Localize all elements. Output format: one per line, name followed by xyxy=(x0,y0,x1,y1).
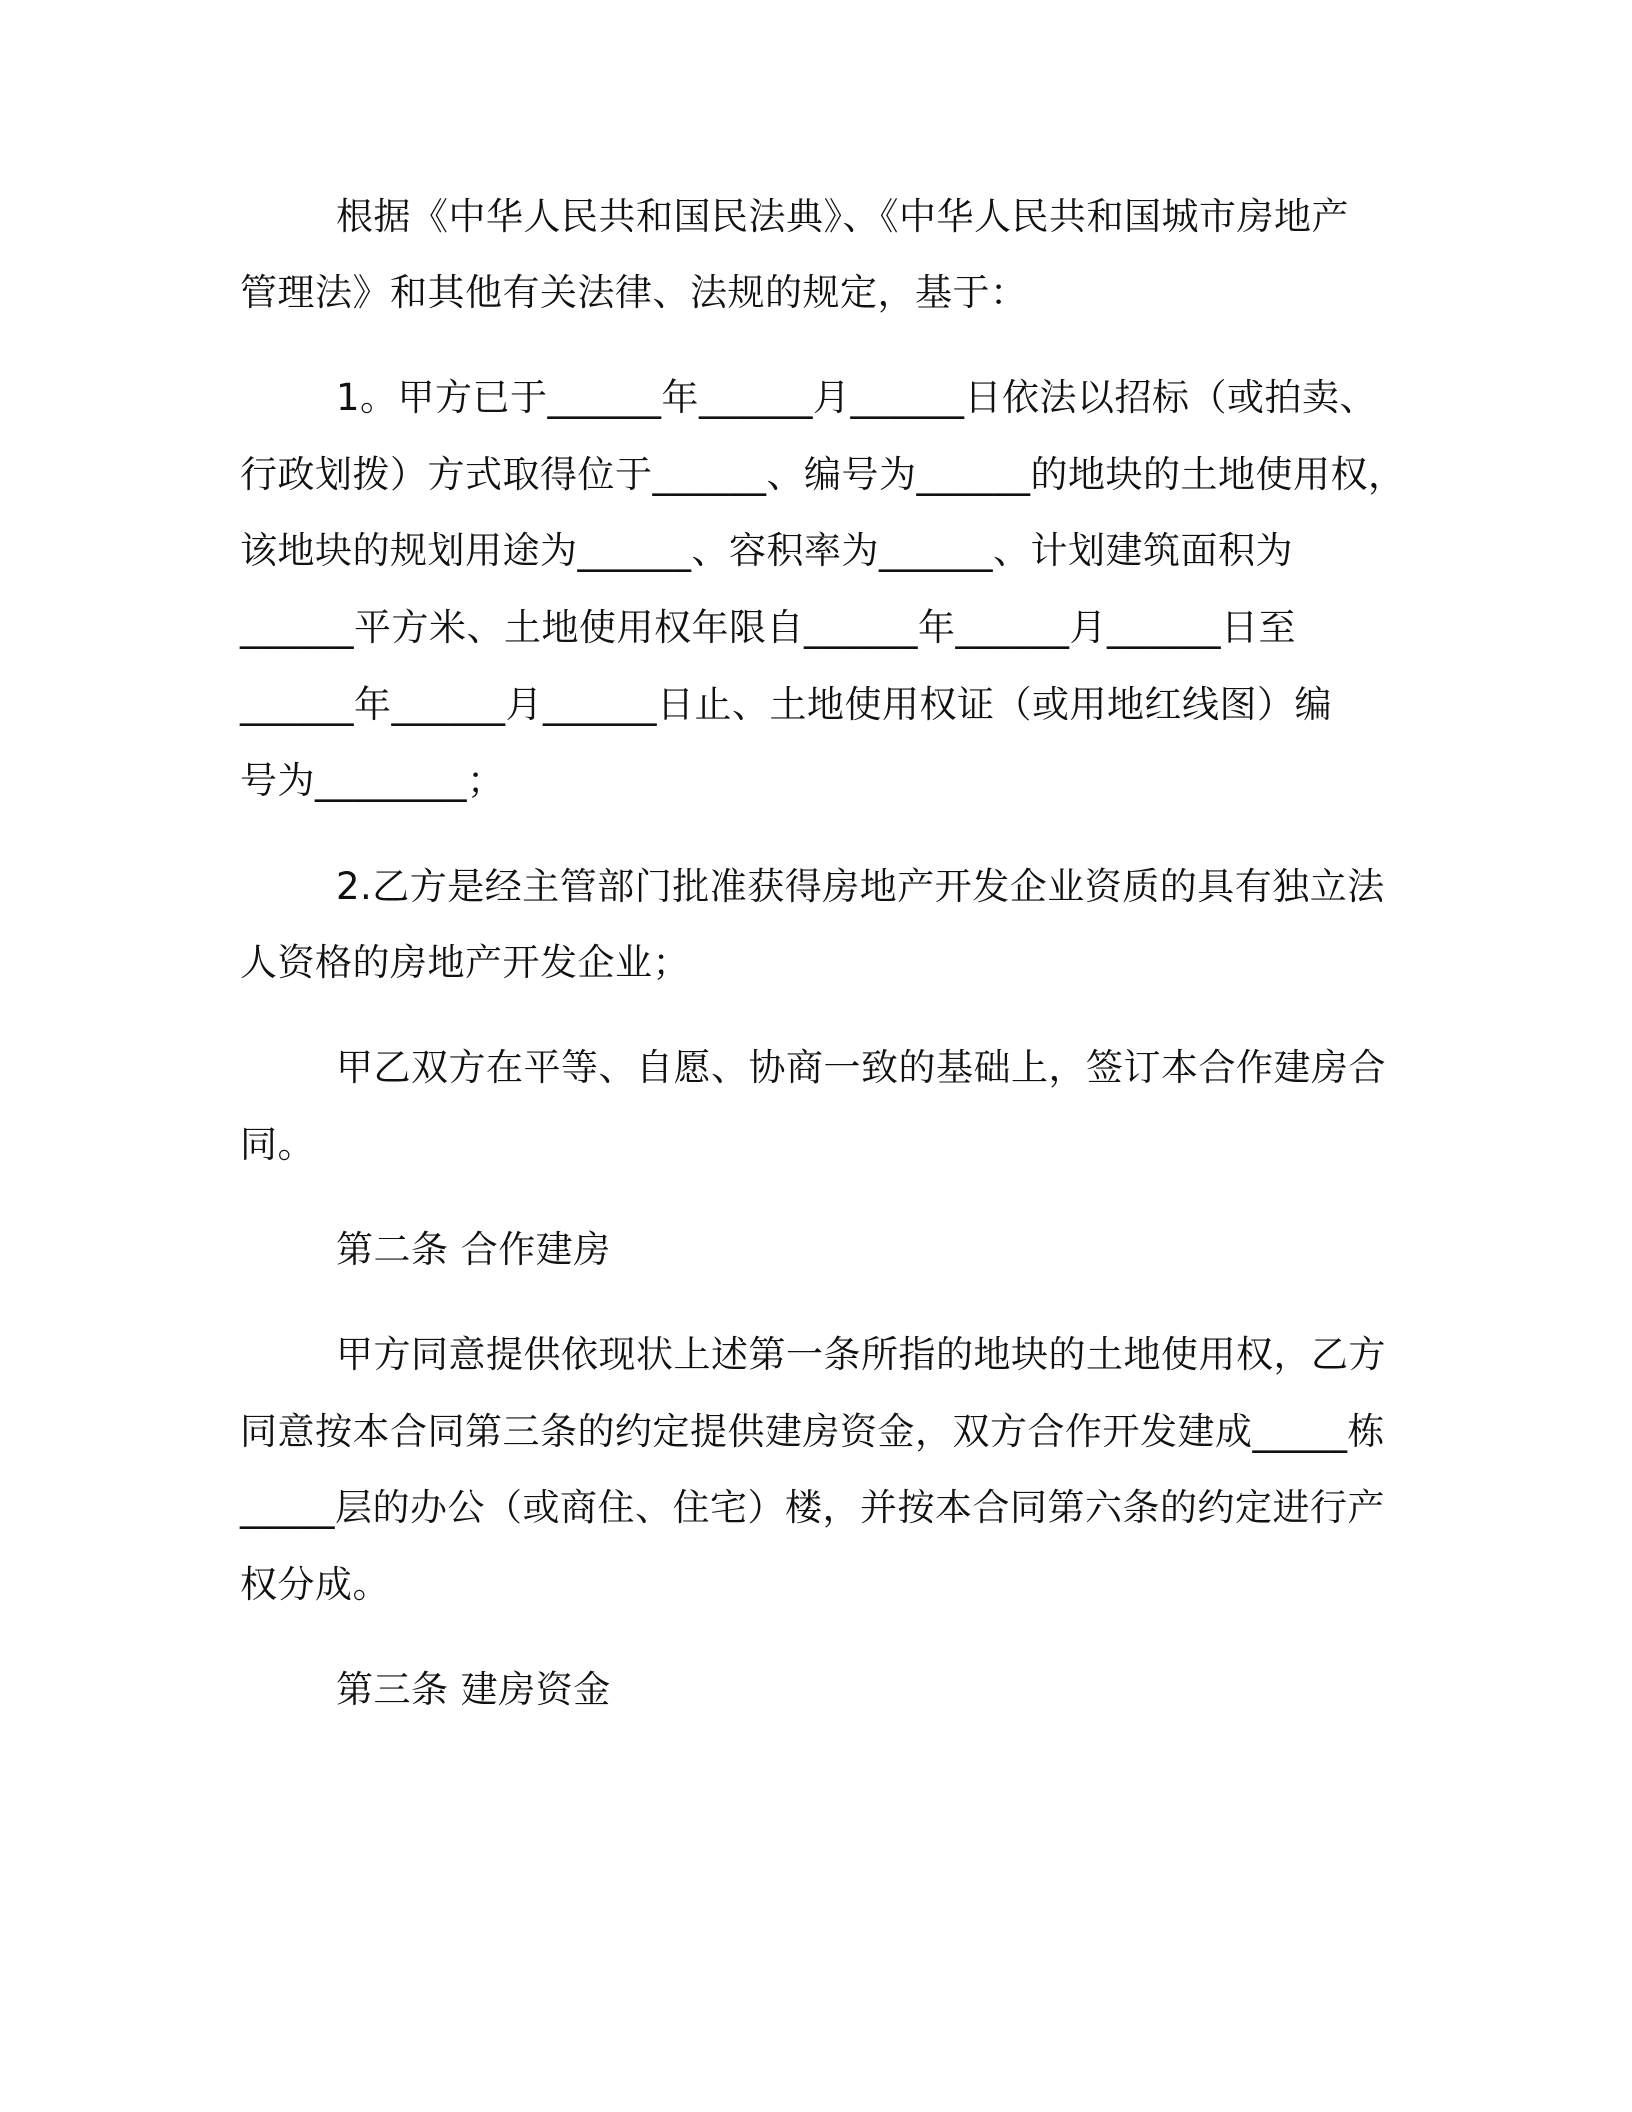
article-2-line-3: _____层的办公（或商住、住宅）楼，并按本合同第六条的约定进行产 xyxy=(240,1486,1385,1529)
clause-1-line-6: 号为________； xyxy=(240,759,505,802)
article-2-line-4: 权分成。 xyxy=(240,1563,390,1606)
clause-2-line-1: 2.乙方是经主管部门批准获得房地产开发企业资质的具有独立法 xyxy=(336,865,1385,908)
article-2-line-2: 同意按本合同第三条的约定提供建房资金，双方合作开发建成_____栋 xyxy=(240,1410,1385,1453)
clause-1-line-5: ______年______月______日止、土地使用权证（或用地红线图）编 xyxy=(240,683,1332,726)
preamble-line-1: 根据《中华人民共和国民法典》、《中华人民共和国城市房地产 xyxy=(336,195,1349,238)
article-3-heading: 第三条 建房资金 xyxy=(336,1668,611,1711)
clause-1-line-4: ______平方米、土地使用权年限自______年______月______日至 xyxy=(240,606,1296,649)
clause-2-line-2: 人资格的房地产开发企业； xyxy=(240,941,690,984)
article-2-heading: 第二条 合作建房 xyxy=(336,1228,611,1271)
clause-1-line-3: 该地块的规划用途为______、容积率为______、计划建筑面积为 xyxy=(240,529,1293,572)
preamble-line-2: 管理法》和其他有关法律、法规的规定，基于： xyxy=(240,271,1028,314)
clause-1-line-2: 行政划拨）方式取得位于______、编号为______的地块的土地使用权， xyxy=(240,453,1406,496)
agreement-line-1: 甲乙双方在平等、自愿、协商一致的基础上，签订本合作建房合 xyxy=(336,1046,1386,1089)
article-2-line-1: 甲方同意提供依现状上述第一条所指的地块的土地使用权，乙方 xyxy=(336,1333,1386,1376)
clause-1-line-1: 1。甲方已于______年______月______日依法以招标（或拍卖、 xyxy=(336,376,1378,419)
agreement-line-2: 同。 xyxy=(240,1123,315,1166)
